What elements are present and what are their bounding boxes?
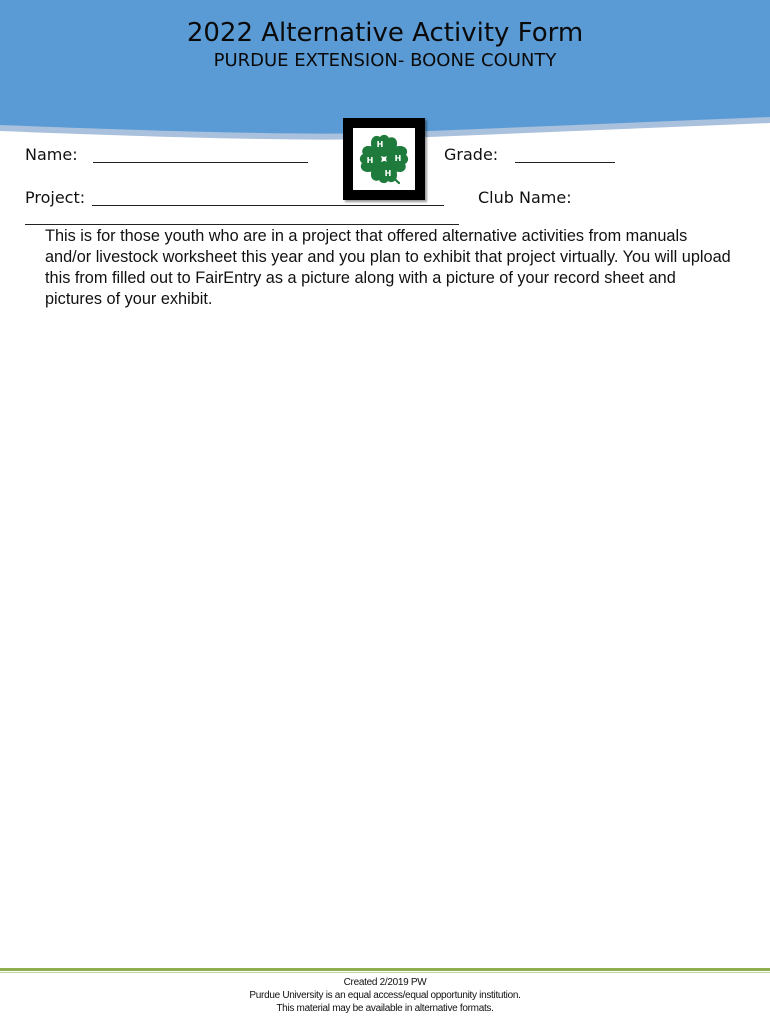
grade-label: Grade: xyxy=(444,145,499,164)
project-field[interactable] xyxy=(92,205,444,206)
footer-rule xyxy=(0,966,770,976)
footer-equal-access: Purdue University is an equal access/equal opportunity institution. xyxy=(249,990,521,1001)
svg-text:H: H xyxy=(366,156,374,165)
footer-created: Created 2/2019 PW xyxy=(343,977,427,988)
four-h-logo xyxy=(343,118,425,200)
footer xyxy=(0,976,770,1015)
instructions-paragraph: This is for those youth who are in a project that offered alternative activities from manuals and/or livestock worksheet this year and you plan to exhibit that project virtually. You will upload this from filled out to FairEntry as a picture along with a picture of your record sheet and pictures of your exhibit. xyxy=(45,227,731,308)
svg-text:H: H xyxy=(384,169,392,178)
club-name-label: Club Name: xyxy=(478,188,572,207)
grade-field[interactable] xyxy=(515,162,615,163)
name-label: Name: xyxy=(25,145,78,164)
form-title: 2022 Alternative Activity Form xyxy=(186,18,584,48)
form-subtitle: PURDUE EXTENSION- BOONE COUNTY xyxy=(213,50,557,71)
svg-text:H: H xyxy=(394,154,402,163)
svg-text:H: H xyxy=(376,140,384,149)
club-name-field[interactable] xyxy=(25,224,459,225)
four-h-clover-icon xyxy=(353,128,415,190)
footer-alt-formats: This material may be available in alternative formats. xyxy=(276,1003,494,1014)
project-label: Project: xyxy=(25,188,86,207)
name-field[interactable] xyxy=(93,162,308,163)
